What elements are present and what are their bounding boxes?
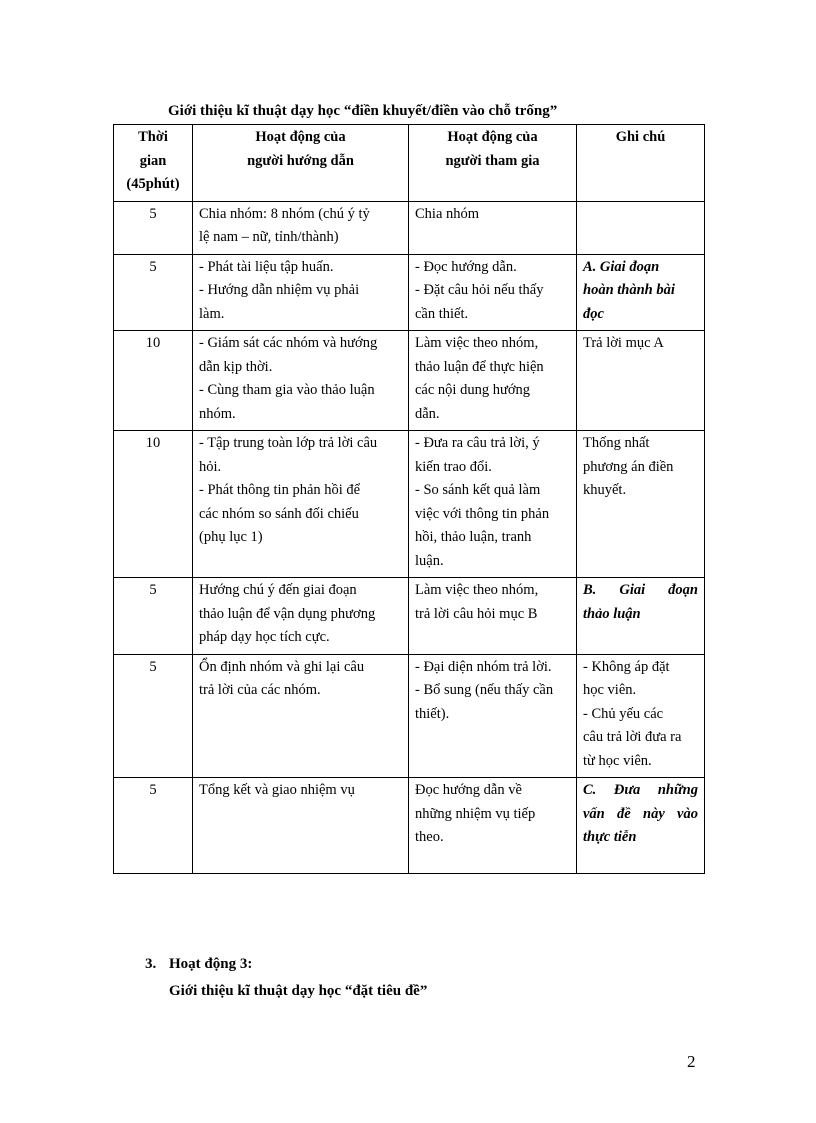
cell-facilitator: Hướng chú ý đến giai đoạn thảo luận để vận dụng phương pháp dạy học tích cực.: [193, 578, 409, 655]
table-row: [114, 778, 705, 874]
cell-note: - Không áp đặt học viên. - Chủ yếu các câu trả lời đưa ra từ học viên.: [577, 654, 705, 778]
cell-time: 5: [114, 254, 193, 331]
cell-participant: Làm việc theo nhóm, thảo luận để thực hiện các nội dung hướng dẫn.: [409, 331, 577, 431]
table-row: [114, 254, 705, 331]
section-number: 3.: [145, 956, 157, 972]
cell-participant: Chia nhóm: [409, 201, 577, 254]
cell-note: Trả lời mục A: [577, 331, 705, 431]
cell-time: 5: [114, 778, 193, 874]
header-participant: Hoạt động của người tham gia: [409, 125, 577, 202]
cell-note: A. Giai đoạn hoàn thành bài đọc: [577, 254, 705, 331]
table-caption: Giới thiệu kĩ thuật dạy học “điền khuyết/điền vào chỗ trống”: [168, 103, 558, 119]
cell-facilitator: - Tập trung toàn lớp trả lời câu hỏi. - Phát thông tin phản hồi để các nhóm so sánh đối chiếu (phụ lục 1): [193, 431, 409, 578]
cell-participant: - Đưa ra câu trả lời, ý kiến trao đổi. - So sánh kết quả làm việc với thông tin phản hồi, thảo luận, tranh luận.: [409, 431, 577, 578]
cell-note: [577, 201, 705, 254]
table-row: [114, 431, 705, 578]
activity-table: [113, 124, 705, 874]
section-title: Hoạt động 3:: [169, 956, 253, 972]
header-facilitator: Hoạt động của người hướng dẫn: [193, 125, 409, 202]
cell-time: 5: [114, 654, 193, 778]
cell-note: Thống nhất phương án điền khuyết.: [577, 431, 705, 578]
cell-time: 5: [114, 578, 193, 655]
cell-facilitator: - Giám sát các nhóm và hướng dẫn kịp thời. - Cùng tham gia vào thảo luận nhóm.: [193, 331, 409, 431]
table-row: [114, 654, 705, 778]
cell-time: 10: [114, 431, 193, 578]
cell-time: 5: [114, 201, 193, 254]
cell-participant: - Đọc hướng dẫn. - Đặt câu hỏi nếu thấy cần thiết.: [409, 254, 577, 331]
cell-note: B. Giai đoạn thảo luận: [577, 578, 705, 655]
cell-facilitator: - Phát tài liệu tập huấn. - Hướng dẫn nhiệm vụ phải làm.: [193, 254, 409, 331]
cell-facilitator: Chia nhóm: 8 nhóm (chú ý tỷ lệ nam – nữ, tỉnh/thành): [193, 201, 409, 254]
cell-time: 10: [114, 331, 193, 431]
cell-facilitator: Ổn định nhóm và ghi lại câu trả lời của các nhóm.: [193, 654, 409, 778]
cell-participant: - Đại diện nhóm trả lời. - Bổ sung (nếu thấy cần thiết).: [409, 654, 577, 778]
table-row: [114, 331, 705, 431]
header-time: Thời gian (45phút): [114, 125, 193, 202]
cell-facilitator: Tổng kết và giao nhiệm vụ: [193, 778, 409, 874]
header-note: Ghi chú: [577, 125, 705, 202]
cell-note: C. Đưa những vấn đề này vào thực tiễn: [577, 778, 705, 874]
table-row: [114, 578, 705, 655]
table-row: [114, 201, 705, 254]
section-subtitle: Giới thiệu kĩ thuật dạy học “đặt tiêu đề”: [169, 983, 428, 999]
page-number: 2: [687, 1052, 696, 1071]
table-header-row: [114, 125, 705, 202]
cell-participant: Đọc hướng dẫn về những nhiệm vụ tiếp theo.: [409, 778, 577, 874]
cell-participant: Làm việc theo nhóm, trả lời câu hỏi mục B: [409, 578, 577, 655]
section-heading: [145, 956, 252, 973]
